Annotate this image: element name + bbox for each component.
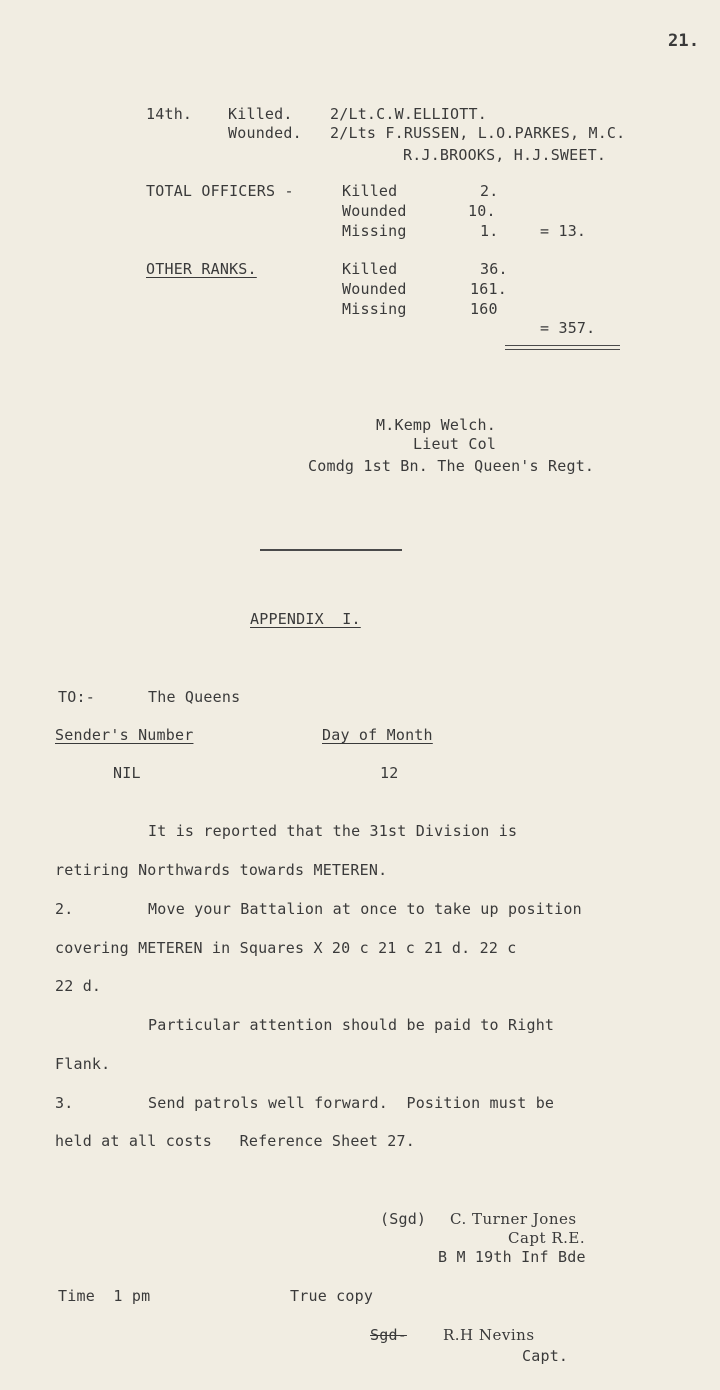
killed-label: Killed. xyxy=(228,105,293,123)
sgd-mark: (Sgd) xyxy=(380,1210,427,1228)
officers-killed-label: Killed xyxy=(342,182,398,200)
officers-killed-value: 2. xyxy=(480,182,499,200)
day-of-month-label: Day of Month xyxy=(322,726,433,744)
message-line: Send patrols well forward. Position must be xyxy=(148,1094,555,1112)
message-line: held at all costs Reference Sheet 27. xyxy=(55,1132,415,1150)
paragraph-number: 3. xyxy=(55,1094,74,1112)
senders-number-value: NIL xyxy=(113,764,141,782)
sender-unit: B M 19th Inf Bde xyxy=(438,1248,586,1266)
true-copy-label: True copy xyxy=(290,1287,374,1305)
message-line: covering METEREN in Squares X 20 c 21 c 21 d. 22 c xyxy=(55,939,517,957)
sender-signature-name: C. Turner Jones xyxy=(450,1210,577,1228)
section-divider xyxy=(260,549,402,551)
casualty-date: 14th. xyxy=(146,105,193,123)
other-ranks-total: = 357. xyxy=(540,319,596,337)
day-of-month-value: 12 xyxy=(380,764,399,782)
officers-wounded-value: 10. xyxy=(468,202,496,220)
copy-signatory-rank: Capt. xyxy=(522,1347,569,1365)
signatory-name: M.Kemp Welch. xyxy=(376,416,496,434)
signatory-role: Comdg 1st Bn. The Queen's Regt. xyxy=(308,457,595,475)
to-label: TO:- xyxy=(58,688,95,706)
killed-names: 2/Lt.C.W.ELLIOTT. xyxy=(330,105,487,123)
other-wounded-label: Wounded xyxy=(342,280,407,298)
to-value: The Queens xyxy=(148,688,241,706)
other-missing-value: 160 xyxy=(470,300,498,318)
officers-total: = 13. xyxy=(540,222,587,240)
total-double-rule xyxy=(505,345,620,350)
officers-missing-label: Missing xyxy=(342,222,407,240)
other-wounded-value: 161. xyxy=(470,280,507,298)
other-killed-label: Killed xyxy=(342,260,398,278)
officers-wounded-label: Wounded xyxy=(342,202,407,220)
officers-missing-value: 1. xyxy=(480,222,499,240)
sender-rank: Capt R.E. xyxy=(508,1229,586,1247)
message-line: Particular attention should be paid to Right xyxy=(148,1016,555,1034)
other-killed-value: 36. xyxy=(480,260,508,278)
page-number: 21. xyxy=(668,31,700,51)
message-line: 22 d. xyxy=(55,977,102,995)
total-officers-label: TOTAL OFFICERS - xyxy=(146,182,294,200)
appendix-title: APPENDIX I. xyxy=(250,610,361,628)
senders-number-label: Sender's Number xyxy=(55,726,194,744)
copy-signatory-name: R.H Nevins xyxy=(443,1326,535,1344)
wounded-label: Wounded. xyxy=(228,124,302,142)
message-line: It is reported that the 31st Division is xyxy=(148,822,518,840)
sgd-mark-struck: Sgd- xyxy=(370,1326,407,1344)
message-line: Move your Battalion at once to take up position xyxy=(148,900,582,918)
time-sent: Time 1 pm xyxy=(58,1287,151,1305)
message-line: retiring Northwards towards METEREN. xyxy=(55,861,388,879)
other-missing-label: Missing xyxy=(342,300,407,318)
other-ranks-label: OTHER RANKS. xyxy=(146,260,257,278)
paragraph-number: 2. xyxy=(55,900,74,918)
signatory-rank: Lieut Col xyxy=(413,435,497,453)
wounded-names-line-1: 2/Lts F.RUSSEN, L.O.PARKES, M.C. xyxy=(330,124,626,142)
message-line: Flank. xyxy=(55,1055,111,1073)
wounded-names-line-2: R.J.BROOKS, H.J.SWEET. xyxy=(403,146,607,164)
